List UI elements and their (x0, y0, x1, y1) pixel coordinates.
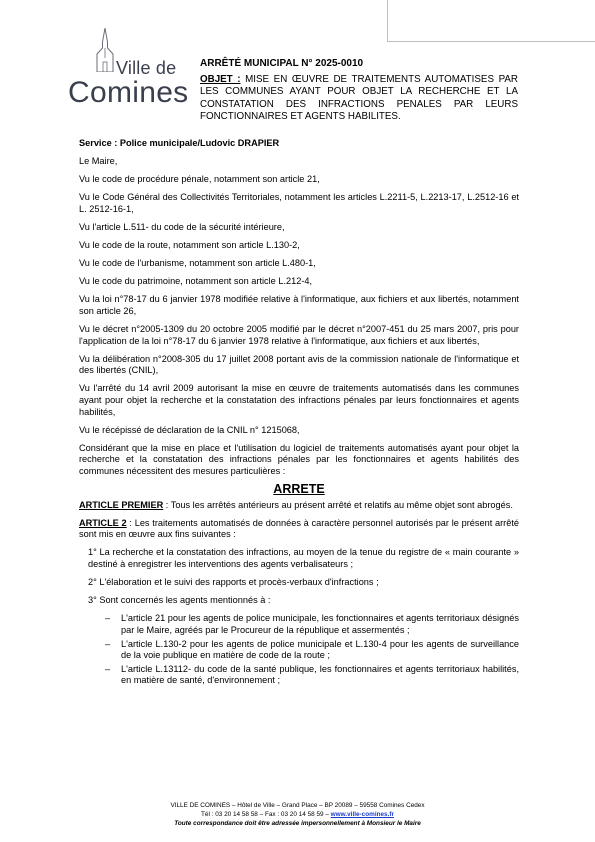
page-footer (0, 801, 595, 828)
service-line: Service : Police municipale/Ludovic DRAPIER (79, 138, 280, 148)
visa-8: Vu le décret n°2005-1309 du 20 octobre 2005 modifié par le décret n°2007-451 du 25 mars 2007, pris pour l'application de la loi n°78-17 du 6 janvier 1978 relative à l'informatique, aux fichiers et aux libertés, (79, 324, 519, 346)
city-logo (66, 28, 196, 110)
le-maire: Le Maire, (79, 156, 118, 167)
considerant: Considérant que la mise en place et l'utilisation du logiciel de traitements automatisés ayant pour objet la recherche et la constatation des infractions pénales par les fonctionnaires et agents habilités des communes nécessitent des mesures particulières : (79, 442, 519, 476)
subject-label: OBJET : (200, 73, 241, 85)
visa-10: Vu l'arrêté du 14 avril 2009 autorisant la mise en œuvre de traitements automatisés dans les communes ayant pour objet la recherche et la constatation des infractions pénales par leurs fonctionnaires et agents habilités, (79, 383, 519, 417)
visa-11: Vu le récépissé de déclaration de la CNIL n° 1215068, (79, 424, 300, 435)
article-2-item-3: 3° Sont concernés les agents mentionnés à : (88, 595, 271, 606)
reception-stamp-box (387, 0, 595, 42)
visa-5: Vu le code de l'urbanisme, notamment son article L.480-1, (79, 258, 316, 269)
visa-3: Vu l'article L.511- du code de la sécurité intérieure, (79, 221, 285, 232)
article-2-label: ARTICLE 2 (79, 517, 127, 528)
document-header (200, 58, 518, 124)
visa-1: Vu le code de procédure pénale, notamment son article 21, (79, 174, 320, 185)
article-1-label: ARTICLE PREMIER (79, 499, 164, 510)
document-body (79, 138, 519, 693)
logo-comines-text: Comines (68, 76, 189, 109)
agents-list (79, 613, 519, 687)
logo-ville-text: Ville de (116, 58, 177, 78)
article-1-text: : Tous les arrêtés antérieurs au présent arrêté et relatifs au même objet sont abrogés. (163, 499, 513, 510)
visa-2: Vu le Code Général des Collectivités Territoriales, notamment les articles L.2211-5, L.2213-17, L.2512-16 et L. 2512-16-1, (79, 192, 519, 214)
footer-note: Toute correspondance doit être adressée impersonnellement à Monsieur le Maire (174, 820, 421, 827)
document-subject (200, 74, 518, 124)
arrete-heading: ARRETE (273, 482, 325, 497)
list-item: – L'article 21 pour les agents de police municipale, les fonctionnaires et agents territoriaux désignés par le Maire, agréés par le Procureur de la république et assermentés ; (121, 613, 519, 636)
footer-phone-fax: Tél : 03 20 14 58 58 – Fax : 03 20 14 58 59 – (200, 811, 331, 818)
list-item: – L'article L.13112- du code de la santé publique, les fonctionnaires et agents territoriaux habilités, en matière de santé, d'environnement ; (121, 664, 519, 687)
church-icon (94, 28, 116, 72)
article-1 (79, 500, 519, 512)
footer-contact (0, 810, 595, 819)
website-link[interactable]: www.ville-comines.fr (330, 811, 395, 818)
footer-address: VILLE DE COMINES – Hôtel de Ville – Grand Place – BP 20089 – 59558 Comines Cedex (170, 802, 425, 809)
document-title: ARRÊTÉ MUNICIPAL N° 2025-0010 (200, 58, 364, 69)
list-item: – L'article L.130-2 pour les agents de police municipale et L.130-4 pour les agents de surveillance de la voie publique en matière de code de la route ; (121, 639, 519, 662)
visa-7: Vu la loi n°78-17 du 6 janvier 1978 modifiée relative à l'informatique, aux fichiers et aux libertés, notamment son article 26, (79, 294, 519, 316)
article-2 (79, 518, 519, 541)
article-2-text: : Les traitements automatisés de données à caractère personnel autorisés par le présent arrêté sont mis en œuvre aux fins suivantes : (79, 517, 519, 540)
visa-6: Vu le code du patrimoine, notamment son article L.212-4, (79, 276, 313, 287)
visa-9: Vu la délibération n°2008-305 du 17 juillet 2008 portant avis de la commission nationale de l'informatique et des libertés (CNIL), (79, 353, 519, 376)
subject-text: MISE EN ŒUVRE DE TRAITEMENTS AUTOMATISES PAR LES COMMUNES AYANT POUR OBJET LA RECHERCHE ET LA CONSTATATION DES INFRACTIONS PENALES PAR LEURS FONCTIONNAIRES ET AGENTS HABILITES. (200, 73, 518, 122)
article-2-item-2: 2° L'élaboration et le suivi des rapports et procès-verbaux d'infractions ; (88, 577, 379, 588)
visa-4: Vu le code de la route, notamment son article L.130-2, (79, 240, 300, 251)
article-2-item-1: 1° La recherche et la constatation des infractions, au moyen de la tenue du registre de « main courante » destiné à enregistrer les interventions des agents verbalisateurs ; (88, 547, 519, 570)
